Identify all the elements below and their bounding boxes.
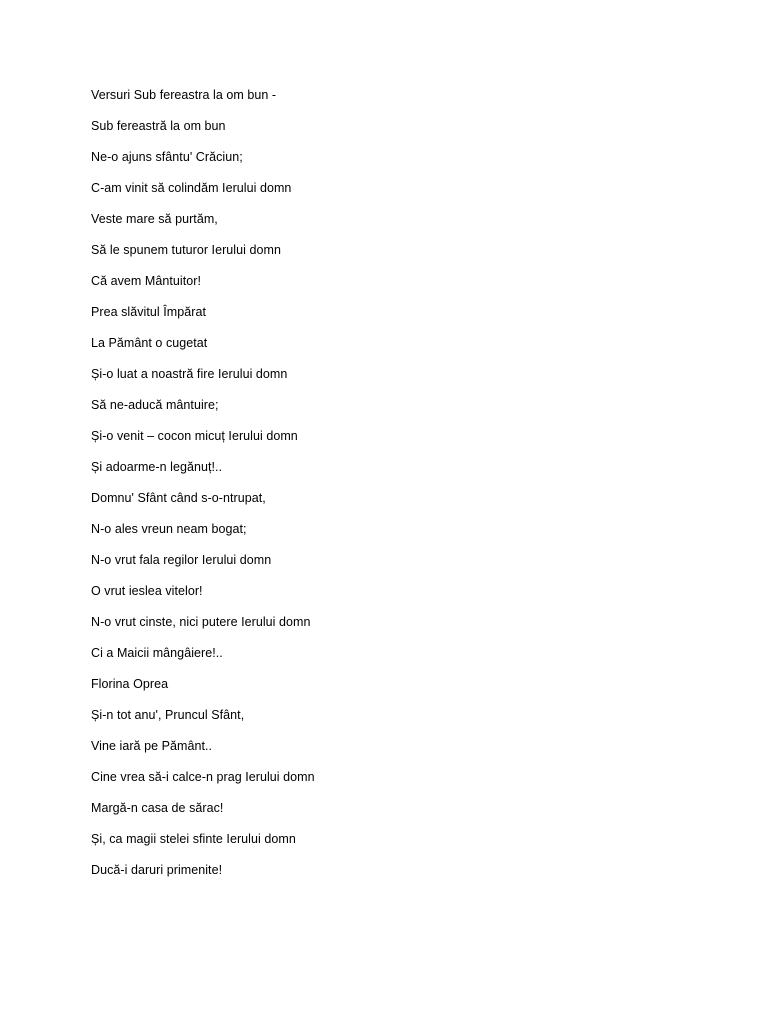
text-line: Și-o venit – cocon micuț Ierului domn	[91, 429, 298, 443]
text-line: Veste mare să purtăm,	[91, 212, 218, 226]
text-line: Ducă-i daruri primenite!	[91, 863, 223, 877]
author-line: Florina Oprea	[91, 677, 169, 691]
text-line: N-o vrut fala regilor Ierului domn	[91, 553, 272, 567]
text-line: Că avem Mântuitor!	[91, 274, 201, 288]
text-line: Și-o luat a noastră fire Ierului domn	[91, 367, 288, 381]
text-line: Să ne-aducă mântuire;	[91, 398, 219, 412]
text-line: Ne-o ajuns sfântu' Crăciun;	[91, 150, 243, 164]
text-line: Sub fereastră la om bun	[91, 119, 226, 133]
text-line: C-am vinit să colindăm Ierului domn	[91, 181, 292, 195]
poem-text	[91, 86, 731, 892]
text-line: N-o vrut cinste, nici putere Ierului domn	[91, 615, 311, 629]
text-line: N-o ales vreun neam bogat;	[91, 522, 247, 536]
text-line: Domnu' Sfânt când s-o-ntrupat,	[91, 491, 266, 505]
text-line: Să le spunem tuturor Ierului domn	[91, 243, 281, 257]
text-line: Cine vrea să-i calce-n prag Ierului domn	[91, 770, 315, 784]
text-line: Și-n tot anu', Pruncul Sfânt,	[91, 708, 245, 722]
text-line: La Pământ o cugetat	[91, 336, 208, 350]
text-line: Și adoarme-n legănuț!..	[91, 460, 223, 474]
text-line: Vine iară pe Pământ..	[91, 739, 213, 753]
text-line: Prea slăvitul Împărat	[91, 305, 206, 319]
text-line: Margă-n casa de sărac!	[91, 801, 224, 815]
text-line: Ci a Maicii mângâiere!..	[91, 646, 223, 660]
text-line: Și, ca magii stelei sfinte Ierului domn	[91, 832, 296, 846]
text-line: O vrut ieslea vitelor!	[91, 584, 203, 598]
document-title: Versuri Sub fereastra la om bun -	[91, 88, 277, 102]
